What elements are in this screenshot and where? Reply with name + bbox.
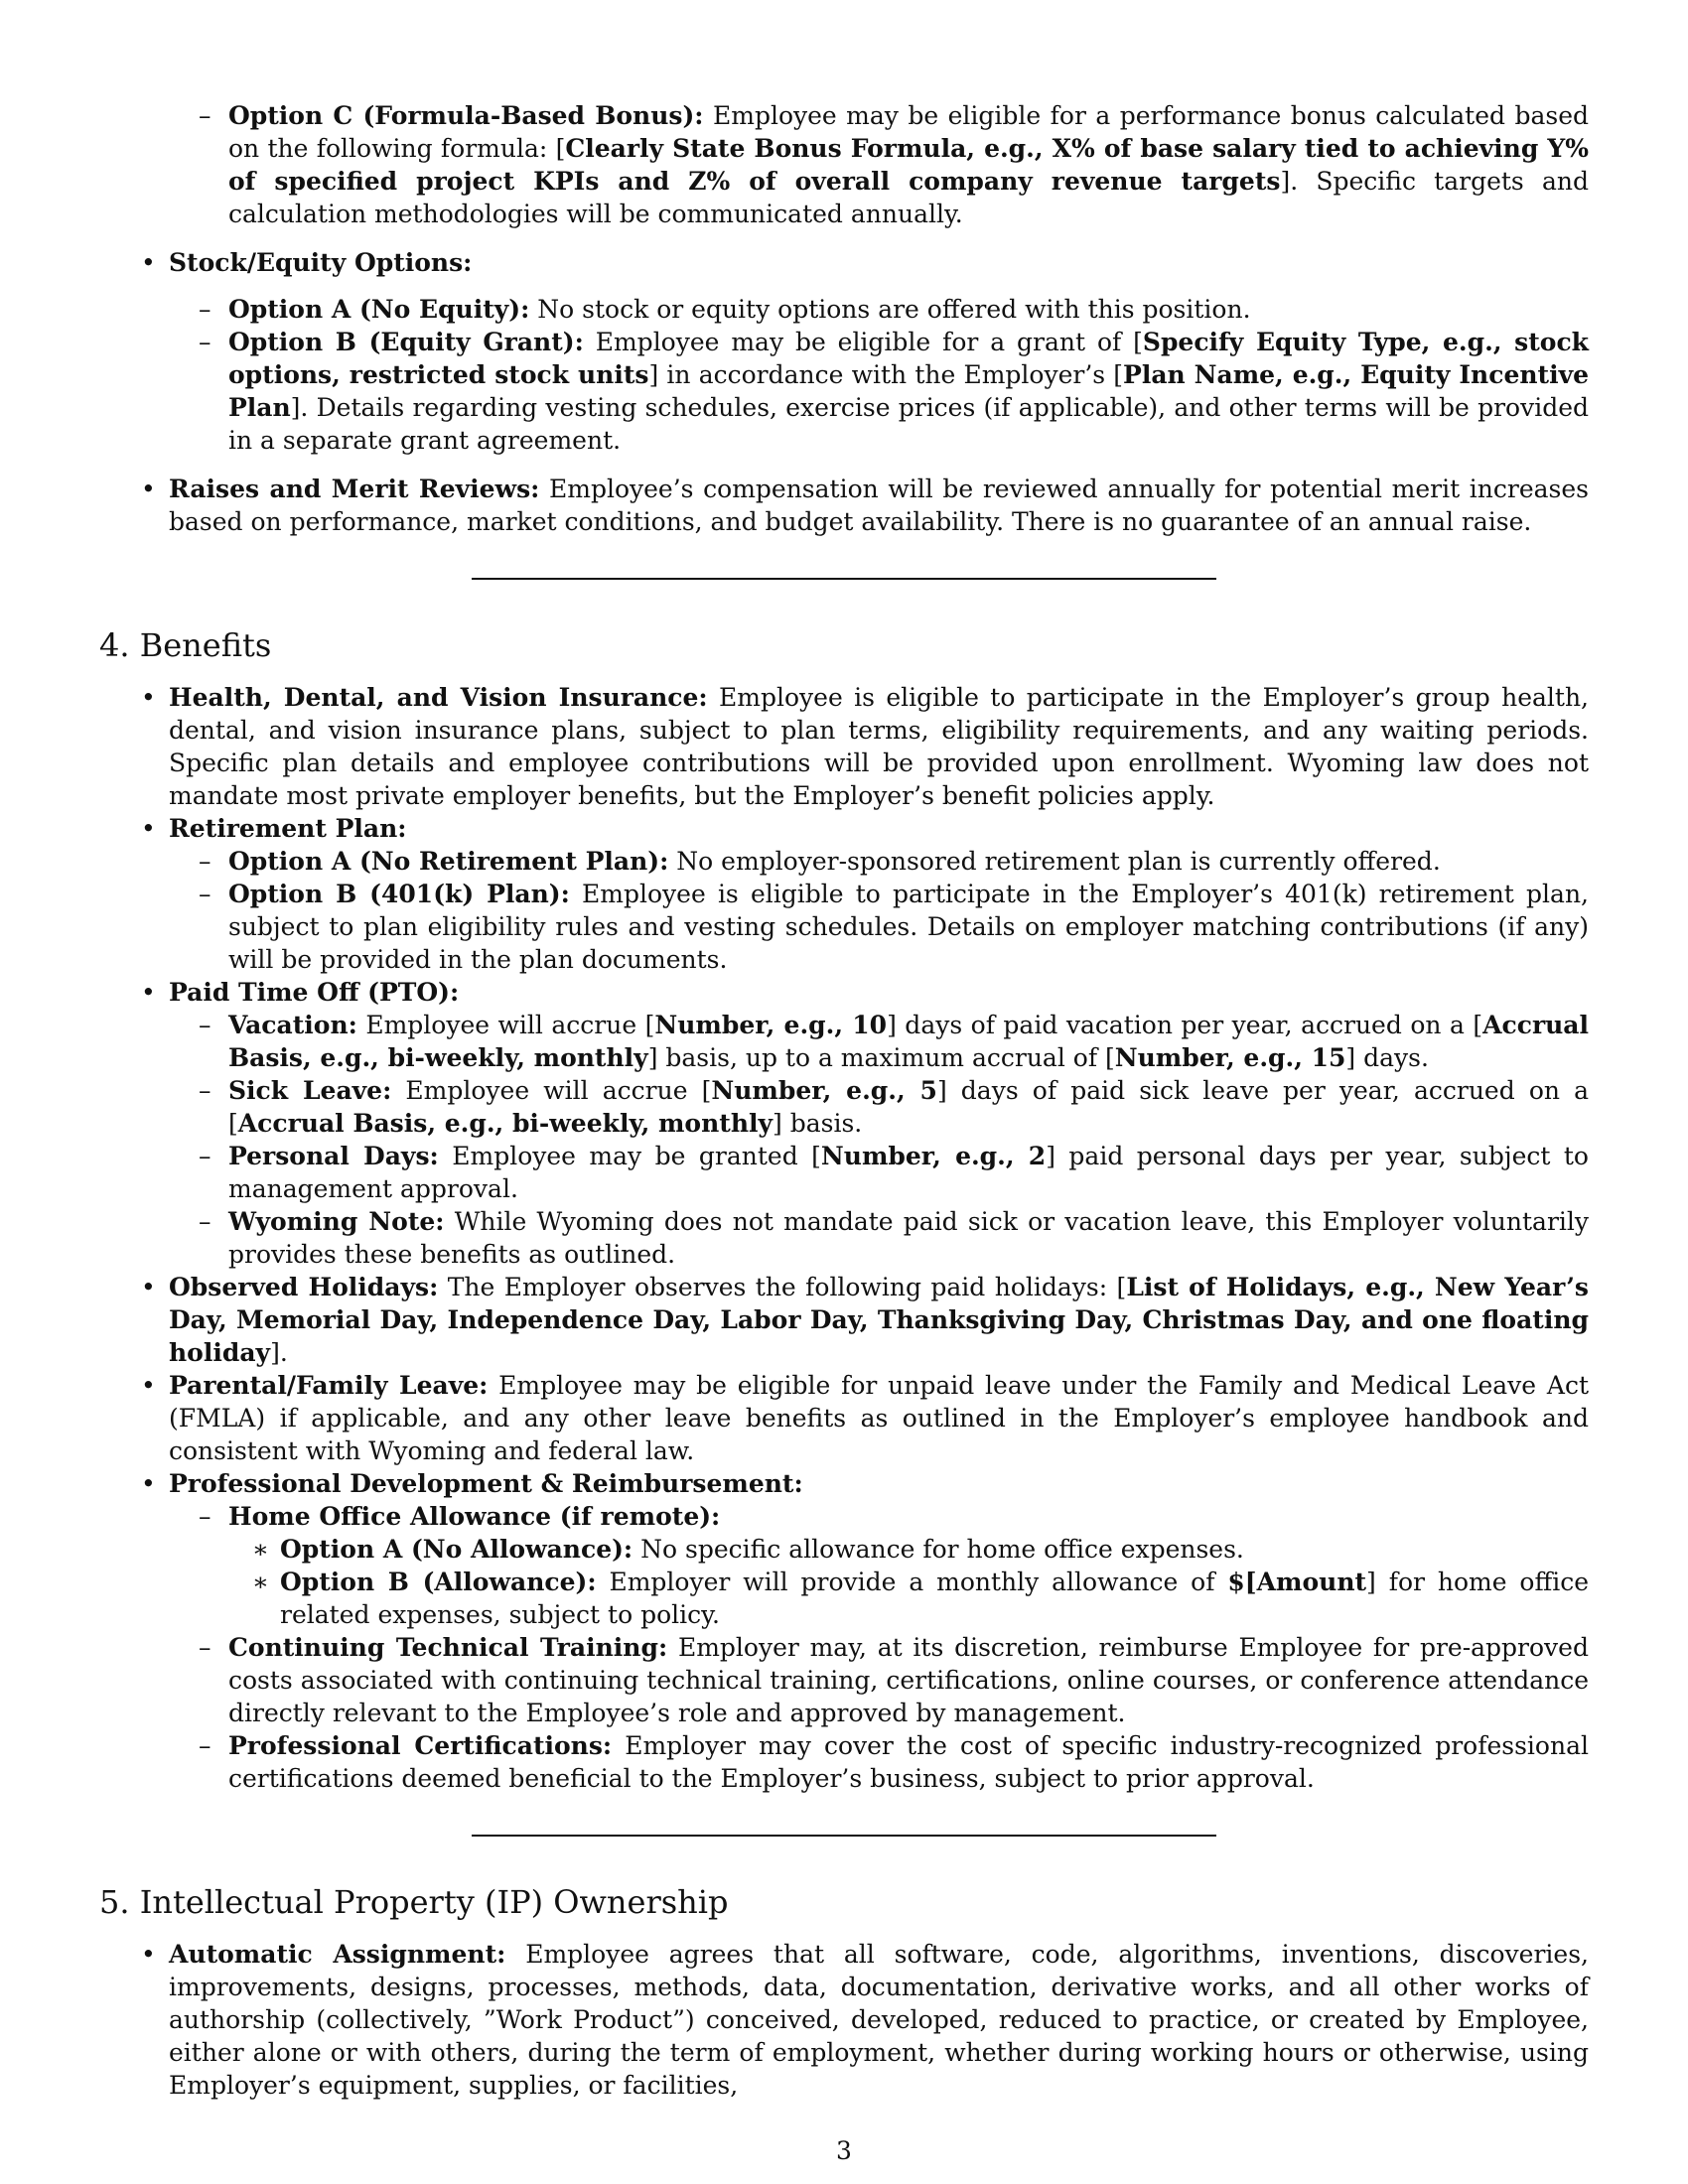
item-label: Sick Leave: — [228, 1076, 392, 1105]
option-a-equity-item — [228, 293, 1589, 326]
section-number: 4. — [99, 626, 130, 664]
item-label: Health, Dental, and Vision Insurance: — [169, 683, 708, 712]
option-b-retirement-item — [228, 878, 1589, 976]
section-divider — [472, 578, 1216, 580]
section-heading-benefits — [99, 625, 1589, 665]
item-text: Employee may be eligible for unpaid leave under the Family and Medical Leave Act (FMLA) if applicable, and any other leave benefits as outlined in the Employer’s employee handbook and consistent with Wyoming and federal law. — [169, 1371, 1589, 1465]
item-text: Employee may be eligible for a grant of [ — [583, 328, 1143, 356]
automatic-assignment-item — [169, 1938, 1589, 2102]
placeholder-text: Specify Equity Type, e.g., stock options, restricted stock units — [228, 328, 1590, 389]
item-text: Employee is eligible to participate in the Employer’s group health, dental, and vision insurance plans, subject to plan terms, eligibility requirements, and any waiting periods. Specific plan details and employee contributions will be provided upon enrollment. Wyoming law does not mandate most private employer benefits, but the Employer’s benefit policies apply. — [169, 683, 1589, 810]
sick-leave-item — [228, 1074, 1589, 1140]
item-text: ]. Details regarding vesting schedules, exercise prices (if applicable), and other terms will be provided in a separate grant agreement. — [228, 393, 1589, 455]
home-office-allowance-item — [228, 1500, 1589, 1631]
retirement-options-list — [169, 845, 1589, 976]
item-label: Paid Time Off (PTO): — [169, 978, 460, 1007]
ip-list — [99, 1938, 1589, 2102]
item-text: Employer may, at its discretion, reimburse Employee for pre-approved costs associated with continuing technical training, certifications, online courses, or conference attendance directly relevant to the Employee’s role and approved by management. — [228, 1633, 1589, 1727]
option-c-bonus-item — [228, 99, 1589, 230]
item-text: ] days of paid vacation per year, accrued on a [ — [887, 1011, 1483, 1039]
placeholder-text: $[Amount — [1227, 1568, 1367, 1596]
placeholder-text: Accrual Basis, e.g., bi-weekly, monthly — [228, 1011, 1589, 1072]
item-text: No stock or equity options are offered with this position. — [529, 295, 1251, 324]
observed-holidays-item — [169, 1271, 1589, 1369]
professional-development-item — [169, 1467, 1589, 1795]
pto-list — [169, 1009, 1589, 1271]
item-text: Employee may be eligible for a performance bonus calculated based on the following formula: [ — [228, 101, 1590, 163]
placeholder-text: Clearly State Bonus Formula, e.g., X% of base salary tied to achieving Y% of specified project KPIs and Z% of overall company revenue targets — [228, 134, 1589, 196]
health-insurance-item — [169, 681, 1589, 812]
home-office-options-list — [228, 1533, 1589, 1631]
section-heading-ip-ownership — [99, 1882, 1589, 1922]
option-b-equity-item — [228, 326, 1589, 457]
stock-equity-item — [169, 246, 1589, 457]
item-text: Employee’s compensation will be reviewed annually for potential merit increases based on performance, market conditions, and budget availability. There is no guarantee of an annual raise. — [169, 475, 1589, 536]
item-label: Parental/Family Leave: — [169, 1371, 489, 1400]
section-title: Benefits — [139, 626, 272, 664]
item-text: ] basis, up to a maximum accrual of [ — [647, 1043, 1115, 1072]
option-a-allowance-item — [280, 1533, 1589, 1566]
item-text: Employer will provide a monthly allowance of — [596, 1568, 1228, 1596]
item-text: Employee will accrue [ — [356, 1011, 655, 1039]
placeholder-text: Number, e.g., 5 — [711, 1076, 937, 1105]
section-title: Intellectual Property (IP) Ownership — [139, 1883, 729, 1921]
item-text: ]. — [270, 1338, 288, 1367]
retirement-plan-item — [169, 812, 1589, 976]
item-label: Wyoming Note: — [228, 1207, 445, 1236]
page-content — [99, 99, 1589, 2102]
compensation-list — [99, 99, 1589, 538]
item-label: Option A (No Retirement Plan): — [228, 847, 669, 876]
item-label: Personal Days: — [228, 1142, 439, 1170]
item-label: Option C (Formula-Based Bonus): — [228, 101, 704, 130]
item-label: Option B (Allowance): — [280, 1568, 597, 1596]
item-text: ] paid personal days per year, subject to management approval. — [228, 1142, 1589, 1203]
item-label: Automatic Assignment: — [169, 1940, 506, 1969]
item-text: ]. Specific targets and calculation methodologies will be communicated annually. — [228, 167, 1589, 228]
placeholder-text: Accrual Basis, e.g., bi-weekly, monthly — [237, 1109, 774, 1138]
item-text: ] for home office related expenses, subject to policy. — [280, 1568, 1589, 1629]
parental-leave-item — [169, 1369, 1589, 1467]
professional-certifications-item — [228, 1729, 1589, 1795]
item-text: ] in accordance with the Employer’s [ — [648, 360, 1124, 389]
item-label: Professional Development & Reimbursement: — [169, 1469, 803, 1498]
personal-days-item — [228, 1140, 1589, 1205]
item-label: Stock/Equity Options: — [169, 248, 473, 277]
page-number: 3 — [836, 2136, 852, 2165]
item-label: Option A (No Equity): — [228, 295, 530, 324]
option-b-allowance-item — [280, 1566, 1589, 1631]
item-text: No specific allowance for home office expenses. — [633, 1535, 1244, 1564]
item-text: Employee may be granted [ — [438, 1142, 821, 1170]
item-label: Retirement Plan: — [169, 814, 407, 843]
item-label: Option B (Equity Grant): — [228, 328, 584, 356]
bonus-options-list — [169, 99, 1589, 230]
placeholder-text: List of Holidays, e.g., New Year’s Day, Memorial Day, Independence Day, Labor Day, Thanksgiving Day, Christmas Day, and one floating holiday — [169, 1273, 1589, 1367]
pto-item — [169, 976, 1589, 1271]
item-label: Home Office Allowance (if remote): — [228, 1502, 721, 1531]
raises-item — [169, 473, 1589, 538]
item-text: Employee is eligible to participate in the Employer’s 401(k) retirement plan, subject to plan eligibility rules and vesting schedules. Details on employer matching contributions (if any) will be provided in the plan documents. — [228, 880, 1589, 974]
item-text: No employer-sponsored retirement plan is currently offered. — [668, 847, 1441, 876]
benefits-list — [99, 681, 1589, 1795]
section-number: 5. — [99, 1883, 130, 1921]
item-text: The Employer observes the following paid holidays: [ — [438, 1273, 1127, 1301]
placeholder-text: Plan Name, e.g., Equity Incentive Plan — [228, 360, 1589, 422]
item-label: Raises and Merit Reviews: — [169, 475, 540, 503]
list-item — [169, 99, 1589, 230]
item-label: Observed Holidays: — [169, 1273, 439, 1301]
item-text: Employee agrees that all software, code, algorithms, inventions, discoveries, improvements, designs, processes, methods, data, documentation, derivative works, and all other works of authorship (collectively, ”Work Product”) conceived, developed, reduced to practice, or created by Employee, either alone or with others, during the term of employment, whether during working hours or otherwise, using Employer’s equipment, supplies, or facilities, — [169, 1940, 1589, 2100]
item-text: While Wyoming does not mandate paid sick or vacation leave, this Employer voluntarily provides these benefits as outlined. — [228, 1207, 1590, 1269]
option-a-retirement-item — [228, 845, 1589, 878]
item-text: ] days. — [1345, 1043, 1429, 1072]
item-text: Employer may cover the cost of specific industry-recognized professional certifications deemed beneficial to the Employer’s business, subject to prior approval. — [228, 1731, 1589, 1793]
placeholder-text: Number, e.g., 15 — [1114, 1043, 1346, 1072]
item-text: ] basis. — [773, 1109, 863, 1138]
professional-development-list — [169, 1500, 1589, 1795]
placeholder-text: Number, e.g., 2 — [820, 1142, 1047, 1170]
continuing-training-item — [228, 1631, 1589, 1729]
section-divider — [472, 1835, 1216, 1837]
item-text: ] days of paid sick leave per year, accrued on a [ — [228, 1076, 1589, 1138]
item-label: Option B (401(k) Plan): — [228, 880, 570, 908]
item-label: Continuing Technical Training: — [228, 1633, 668, 1662]
item-label: Vacation: — [228, 1011, 357, 1039]
wyoming-note-item — [228, 1205, 1589, 1271]
item-label: Option A (No Allowance): — [280, 1535, 633, 1564]
item-label: Professional Certifications: — [228, 1731, 613, 1760]
vacation-item — [228, 1009, 1589, 1074]
placeholder-text: Number, e.g., 10 — [654, 1011, 888, 1039]
equity-options-list — [169, 293, 1589, 457]
item-text: Employee will accrue [ — [391, 1076, 712, 1105]
